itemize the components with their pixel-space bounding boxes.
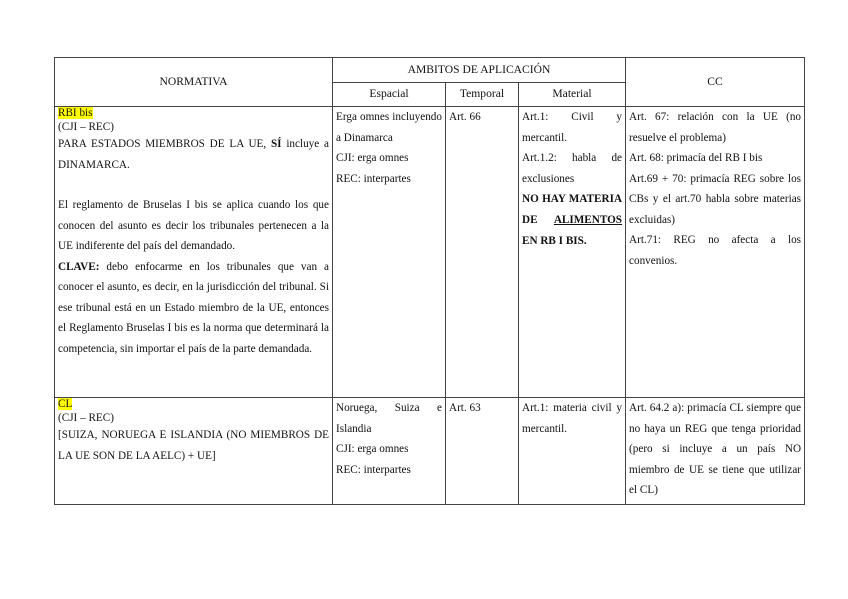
- rbi-cc-art68: Art. 68: primacía del RB I bis: [629, 152, 763, 164]
- rbi-temporal-cell: [446, 107, 519, 398]
- rbi-material-art1: Art.1: Civil y mercantil.: [522, 111, 623, 144]
- cl-normativa-cell: [55, 398, 333, 505]
- cl-cc-cell: [626, 398, 805, 505]
- cl-cc-art64: Art. 64.2 a): primacía CL siempre que no haya un REG que tenga prioridad (pero si incluye a un país NO miembro de UE se tiene que utilizar el CL): [629, 402, 802, 496]
- cl-subtitle: (CJI – REC): [58, 412, 114, 424]
- cl-temporal: Art. 63: [449, 402, 481, 414]
- rbi-cc-cell: [626, 107, 805, 398]
- rbi-para-clave: CLAVE: debo enfocarme en los tribunales que van a conocer el asunto, es decir, en la jurisdicción del tribunal. Si ese tribunal está en un Estado miembro de la UE, entonces el Reglamento Bruselas I bis es la norma que determinará la competencia, sin importar el país de la parte demandada.: [58, 260, 329, 355]
- cl-title: CL: [58, 398, 73, 410]
- cl-espacial-cell: [333, 398, 446, 505]
- table-row-cl: [55, 398, 805, 505]
- cl-material-cell: [519, 398, 626, 505]
- rbi-normativa-cell: [55, 107, 333, 398]
- rbi-title: RBI bis: [58, 107, 93, 119]
- header-cc: CC: [626, 58, 805, 107]
- header-material: Material: [519, 83, 626, 107]
- cl-espacial-cji: CJI: erga omnes: [336, 443, 409, 455]
- header-ambitos: AMBITOS DE APLICACIÓN: [333, 58, 626, 83]
- rbi-material-cell: [519, 107, 626, 398]
- rbi-espacial-rec: REC: interpartes: [336, 172, 411, 185]
- rbi-espacial-cji: CJI: erga omnes: [336, 152, 409, 164]
- header-temporal: Temporal: [446, 83, 519, 107]
- cl-para-paises: [SUIZA, NORUEGA E ISLANDIA (NO MIEMBROS DE LA UE SON DE LA AELC) + UE]: [58, 429, 329, 462]
- rbi-material-art12: Art.1.2: habla de exclusiones: [522, 152, 623, 185]
- cl-espacial-rec: REC: interpartes: [336, 463, 411, 476]
- normativa-table: [54, 57, 805, 505]
- rbi-espacial-cell: [333, 107, 446, 398]
- rbi-para-dinamarca: PARA ESTADOS MIEMBROS DE LA UE, SÍ incluye a DINAMARCA.: [58, 138, 329, 171]
- rbi-subtitle: (CJI – REC): [58, 121, 114, 133]
- rbi-cc-art67: Art. 67: relación con la UE (no resuelve el problema): [629, 111, 802, 144]
- rbi-material-alimentos: NO HAY MATERIA DE ALIMENTOS EN RB I BIS.: [522, 193, 623, 247]
- rbi-cc-art71: Art.71: REG no afecta a los convenios.: [629, 234, 802, 267]
- rbi-temporal: Art. 66: [449, 111, 481, 123]
- header-normativa: NORMATIVA: [55, 58, 333, 107]
- header-espacial: Espacial: [333, 83, 446, 107]
- table-row-rbi-bis: [55, 107, 805, 398]
- cl-temporal-cell: [446, 398, 519, 505]
- rbi-para-reglamento: El reglamento de Bruselas I bis se aplica cuando los que conocen del asunto es decir los tribunales pertenecen a la UE indiferente del país del demandado.: [58, 199, 329, 252]
- rbi-cc-art69: Art.69 + 70: primacía REG sobre los CBs y el art.70 habla sobre materias excluidas): [629, 172, 802, 226]
- rbi-espacial-erga: Erga omnes incluyendo a Dinamarca: [336, 111, 442, 144]
- cl-material-art1: Art.1: materia civil y mercantil.: [522, 402, 623, 435]
- cl-espacial-paises: Noruega, Suiza e Islandia: [336, 402, 442, 435]
